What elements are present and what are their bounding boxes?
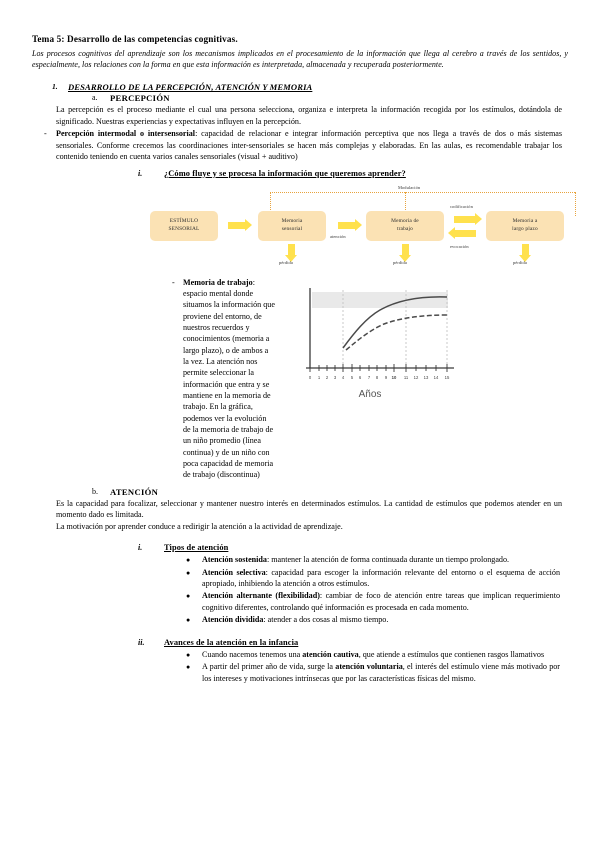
dash-marker: -	[44, 129, 47, 139]
label-perdida-1: pérdida	[279, 259, 293, 265]
list-item	[186, 567, 560, 590]
box-estimulo-line1: ESTÍMULO	[169, 218, 199, 225]
box-mtrabajo-line2: trabajo	[396, 225, 413, 232]
modulacion-dotted-right-vertical	[575, 192, 576, 216]
box-memoria-trabajo-text	[391, 218, 419, 233]
chart-x-axis-label: Años	[358, 388, 382, 400]
svg-text:9: 9	[384, 374, 388, 380]
bullet-text	[202, 661, 560, 684]
percepcion-intermodal-text	[56, 128, 562, 162]
dash-marker: -	[172, 277, 175, 287]
tipos-atencion-bullets	[32, 554, 568, 626]
modulacion-dotted-horizontal	[270, 192, 575, 193]
arrow-perdida-trabajo	[402, 244, 409, 256]
box-memoria-trabajo	[366, 211, 444, 241]
bullet-desc: : mantener la atención de forma continuada durante un tiempo prolongado.	[266, 555, 510, 564]
chart-shaded-band	[312, 292, 448, 308]
section-a-i-heading: ¿Cómo fluye y se procesa la información que queremos aprender?	[164, 168, 406, 178]
section-b-ii-marker: ii.	[138, 637, 145, 647]
box-mtrabajo-line1: Memoria de	[391, 218, 419, 225]
section-a-marker: a.	[92, 93, 98, 103]
bullet-text	[202, 590, 560, 613]
arrow-sensorial-to-trabajo	[338, 222, 356, 229]
label-evocacion: evocación	[450, 243, 469, 249]
svg-text:7: 7	[367, 374, 371, 380]
box-estimulo-sensorial	[150, 211, 218, 241]
svg-text:11: 11	[403, 374, 409, 380]
bullet-dot: ●	[186, 592, 191, 601]
svg-text:0: 0	[308, 374, 312, 380]
bullet-text	[202, 567, 560, 590]
chart-column	[282, 276, 568, 402]
section-1-marker: 1.	[52, 82, 58, 92]
list-item	[186, 614, 560, 626]
bullet-pre: A partir del primer año de vida, surge la	[202, 662, 336, 672]
arrow-perdida-mlp	[522, 244, 529, 256]
bullet-term: Atención selectiva	[202, 567, 266, 577]
section-b-i-heading: Tipos de atención	[164, 543, 229, 552]
bullet-term: Atención sostenida	[202, 555, 267, 564]
svg-text:5: 5	[350, 374, 354, 380]
bullet-text	[202, 554, 509, 566]
memoria-trabajo-text	[183, 277, 276, 481]
percepcion-intermodal-item	[32, 128, 568, 162]
label-codificacion: codificación	[450, 203, 473, 209]
atencion-paragraph-2: La motivación por aprender conduce a redirigir la atención a la actividad de aprendizaje.	[56, 521, 343, 531]
bullet-pre: Cuando nacemos tenemos una	[202, 649, 303, 659]
arrow-evocacion	[454, 230, 476, 237]
memory-flow-diagram	[150, 184, 590, 272]
spacer	[32, 627, 568, 638]
section-b-heading-row	[32, 487, 568, 497]
svg-text:15: 15	[444, 374, 450, 380]
arrow-codificacion	[454, 216, 476, 223]
bullet-desc: , el interés del estímulo viene más motivado por los intereses y motivaciones intrínsecas que por las características físicas del mismo.	[202, 662, 560, 683]
bullet-desc: : cambiar de foco de atención entre tareas que implican requerimiento cognitivo diferentes, controlando qué información es procesada en cada momento.	[202, 591, 560, 612]
bullet-term: atención voluntaria	[335, 662, 403, 672]
memoria-trabajo-item	[172, 277, 282, 481]
intro-paragraph: Los procesos cognitivos del aprendizaje son los mecanismos implicados en el procesamiento de la información que llega al cerebro a través de los sentidos, y especialmente, los relaciones con la forma en que esta información es interpretada, almacenada y recuperada posteriormente.	[32, 48, 568, 69]
list-item	[186, 661, 560, 684]
section-a-heading-row	[32, 93, 568, 103]
bullet-dot: ●	[186, 568, 191, 577]
bullet-dot: ●	[186, 556, 191, 564]
spacer	[32, 532, 568, 543]
list-item	[186, 590, 560, 613]
box-memoria-largo-plazo	[486, 211, 564, 241]
bullet-dot: ●	[186, 663, 191, 672]
bullet-desc: : atender a dos cosas al mismo tiempo.	[263, 615, 389, 625]
section-b-marker: b.	[92, 486, 98, 496]
page-title: Tema 5: Desarrollo de las competencias cognitivas.	[32, 34, 238, 44]
chart-x-ticklabels	[309, 375, 450, 380]
label-modulacion: Modulación	[398, 184, 421, 190]
box-msensorial-line1: Memoria	[281, 218, 303, 225]
svg-text:1: 1	[317, 374, 321, 380]
svg-text:14: 14	[433, 374, 439, 380]
section-a-i-heading-row	[32, 169, 568, 178]
memoria-trabajo-column	[32, 276, 282, 481]
svg-text:10: 10	[391, 374, 397, 380]
svg-text:13: 13	[423, 374, 429, 380]
bullet-text	[202, 649, 544, 661]
list-item	[186, 554, 560, 566]
bullet-desc: , que atiende a estímulos que contienen rasgos llamativos	[358, 649, 545, 659]
memoria-trabajo-and-chart-row	[32, 276, 568, 481]
svg-text:2: 2	[325, 374, 329, 380]
section-b-ii-heading: Avances de la atención en la infancia	[164, 637, 299, 647]
label-atencion: atención	[330, 233, 346, 239]
section-b-ii-heading-row	[32, 638, 568, 647]
avances-atencion-bullets	[32, 649, 568, 684]
section-a-i-marker: i.	[138, 168, 143, 178]
list-item	[186, 649, 560, 661]
box-mlp-line1: Memoria a	[512, 218, 538, 225]
bullet-desc: : capacidad para escoger la información relevante del entorno o el esquema de acción apropiado, inhibiendo la atención a otros estímulos.	[202, 567, 560, 588]
label-perdida-2: pérdida	[393, 259, 407, 265]
working-memory-chart	[288, 280, 458, 402]
bullet-dot: ●	[186, 616, 191, 625]
box-msensorial-line2: sensorial	[281, 225, 303, 232]
working-memory-chart-svg	[288, 280, 458, 388]
section-1-heading: DESARROLLO DE LA PERCEPCIÓN, ATENCIÓN Y MEMORIA	[68, 82, 313, 93]
section-b-i-marker: i.	[138, 543, 143, 552]
box-mlp-line2: largo plazo	[512, 225, 538, 232]
memoria-trabajo-term: Memoria de trabajo	[183, 277, 253, 287]
svg-text:12: 12	[413, 374, 419, 380]
bullet-term: Atención alternante (flexibilidad)	[202, 591, 320, 601]
box-estimulo-sensorial-text	[168, 218, 199, 233]
bullet-term: atención cautiva	[302, 649, 359, 659]
percepcion-paragraph: La percepción es el proceso mediante el cual una persona selecciona, organiza e interpreta la información recogida por los estímulos, dotándola de significado. Nuestras experiencias y expectativas influyen en la percepción.	[56, 105, 562, 126]
svg-text:6: 6	[358, 374, 362, 380]
section-1-heading-row	[32, 82, 568, 92]
percepcion-intermodal-term: Percepción intermodal o intersensorial	[56, 129, 196, 139]
box-memoria-largo-plazo-text	[512, 218, 538, 233]
atencion-paragraph-1: Es la capacidad para focalizar, seleccionar y mantener nuestro interés en determinados estímulos. La cantidad de estímulos que podemos atender en un momento dado es limitada.	[56, 498, 562, 520]
arrow-estimulo-to-sensorial	[228, 222, 246, 229]
box-memoria-sensorial-text	[282, 218, 303, 233]
section-b-i-heading-row	[32, 543, 568, 552]
bullet-text	[202, 614, 388, 626]
label-perdida-3: pérdida	[513, 259, 527, 265]
svg-text:3: 3	[333, 374, 337, 380]
chart-series-poca-capacidad	[346, 315, 447, 350]
bullet-term: Atención dividida	[202, 615, 264, 625]
section-a-heading: PERCEPCIÓN	[110, 93, 170, 104]
memory-flow-diagram-wrap	[32, 184, 568, 272]
memoria-trabajo-desc: : espacio mental donde situamos la información que proviene del entorno, de nuestros recuerdos y conocimientos (memoria a largo plazo), o de ambos a la vez. La atención nos permite seleccionar la información que entra y se mantiene en la memoria de trabajo. En la gráfica, podemos ver la evolución de la memoria de trabajo de un niño promedio (línea continua) y de un niño con poca capacidad de memoria de trabajo (discontinua)	[183, 277, 275, 480]
section-b-heading: ATENCIÓN	[110, 486, 159, 497]
svg-text:8: 8	[375, 374, 379, 380]
svg-text:4: 4	[341, 374, 345, 380]
arrow-perdida-sensorial	[288, 244, 295, 256]
bullet-dot: ●	[186, 650, 191, 659]
box-estimulo-line2: SENSORIAL	[168, 225, 200, 232]
percepcion-intermodal-desc: : capacidad de relacionar e integrar información perceptiva que nos llega a través de dos o más sistemas sensoriales. Conforme crecemos las coordinaciones inter-sensoriales se hacen más complejas y elaboradas. En las aulas, es recomendable trabajar los contenido teniendo en cuenta varios canales sensoriales (visual + auditivo)	[56, 129, 562, 162]
box-memoria-sensorial	[258, 211, 326, 241]
